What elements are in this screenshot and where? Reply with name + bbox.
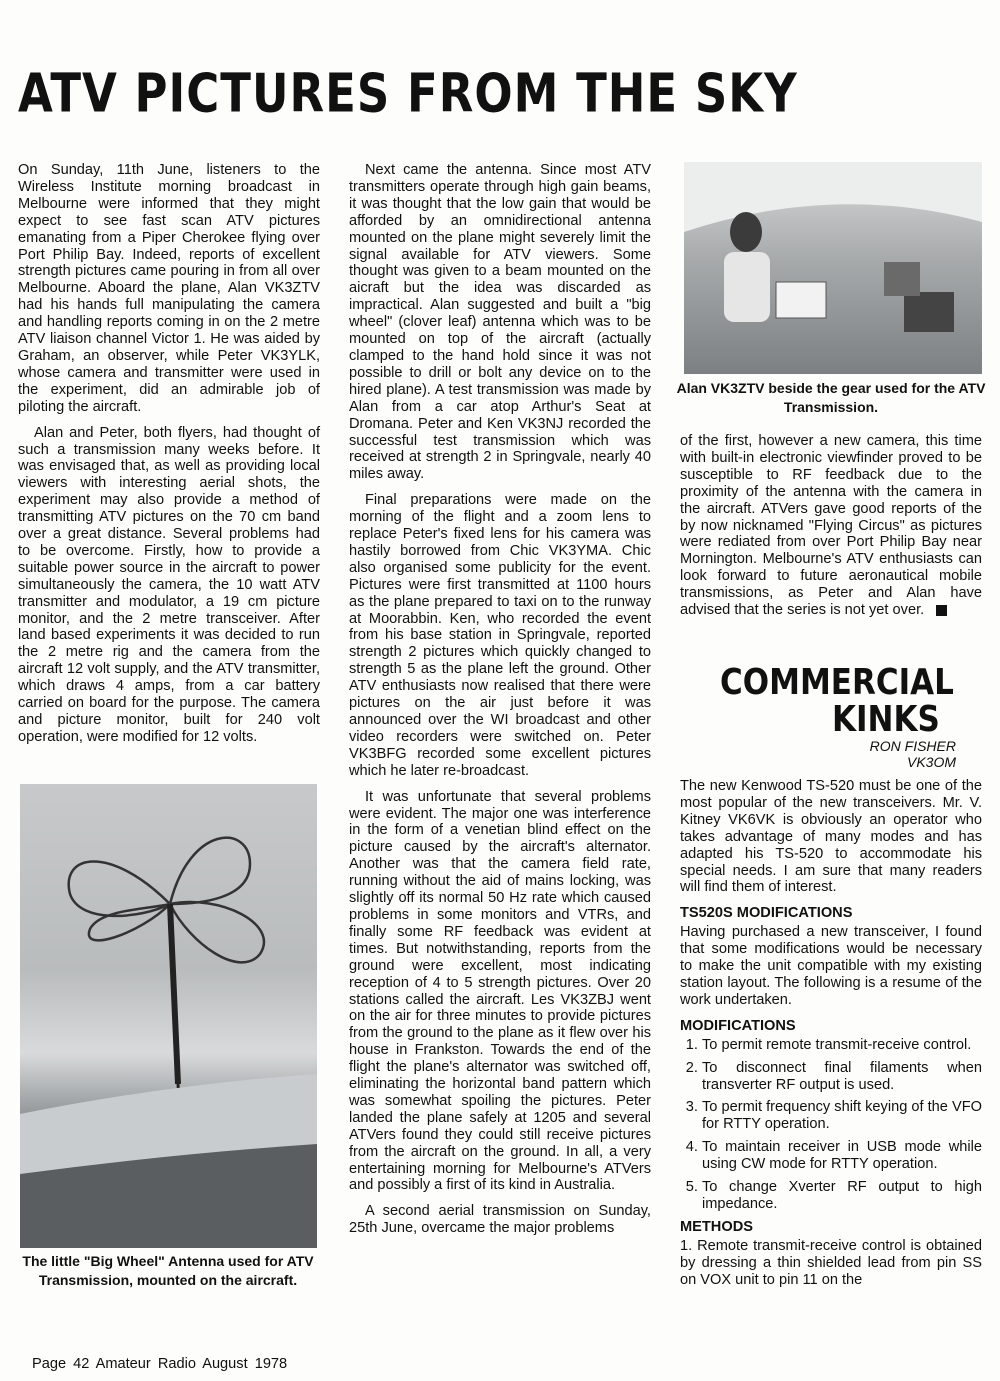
paragraph: It was unfortunate that several problems were evident. The major one was interference in the form of a venetian blind effect on the picture caused by the aircraft's alternator. Another was that the camera field rate, running without the aid of mains locking, was slightly off its normal 50 Hz rate which caused problems in some monitors and VTRs, and finally some RF feedback was evident at times. But notwithstanding, reports from the ground were excellent, most indicating reception of 4 to 5 strength pictures. Over 20 stations called the aircraft. Les VK3ZBJ went on the air for three minutes to provide pictures from the ground to the plane as it flew over his house in Frankston. Towards the end of the flight the plane's alternator was switched off, eliminating the horizontal band pattern which was somewhat spoiling the pictures. Peter landed the plane safely at 1205 and several ATVers found they could still receive pictures from the aircraft on the ground. In all, a very entertaining morning for Melbourne's ATVers and possibly a first of its kind in Australia. [349, 788, 651, 1194]
paragraph: A second aerial transmission on Sunday, 25th June, overcame the major problems [349, 1203, 651, 1237]
end-mark [936, 605, 947, 616]
article-column-1 [18, 162, 320, 755]
paragraph: The new Kenwood TS-520 must be one of the most popular of the new transceivers. Mr. V. Kitney VK6VK is obviously an operator who takes advantage of many modes and has adapted his TS-520 to accommodate his special needs. I am sure that many readers will find them of interest. [680, 778, 982, 896]
kinks-article [680, 778, 982, 1297]
section-heading: MODIFICATIONS [680, 1017, 796, 1034]
modifications-list [680, 1037, 982, 1213]
author-callsign: VK3OM [906, 754, 956, 770]
list-item: 4. To maintain receiver in USB mode while using CW mode for RTTY operation. [702, 1139, 982, 1173]
section-heading: METHODS [680, 1218, 753, 1235]
antenna-photo-caption: The little "Big Wheel" Antenna used for ATV Transmission, mounted on the aircraft. [22, 1253, 314, 1288]
list-item: 2. To disconnect final filaments when transverter RF output is used. [702, 1060, 982, 1094]
article-column-2 [349, 162, 651, 1246]
alan-photo-caption: Alan VK3ZTV beside the gear used for the ATV Transmission. [676, 380, 986, 415]
paragraph: On Sunday, 11th June, listeners to the Wireless Institute morning broadcast in Melbourne were informed that they might expect to see fast scan ATV pictures emanating from a Piper Cherokee flying over Port Philip Bay. Indeed, reports of excellent strength pictures came pouring in from all over Melbourne. Aboard the plane, Alan VK3ZTV had his hands full manipulating the camera and handling reports coming in on the 2 metre ATV liaison channel Victor 1. He was aided by Graham, an observer, while Peter VK3YLK, whose camera and transmitter were used in the experiment, did an admirable job of piloting the aircraft. [18, 162, 320, 415]
alan-with-gear-illustration [684, 162, 982, 374]
page-footer: Page 42 Amateur Radio August 1978 [32, 1356, 288, 1372]
paragraph: of the first, however a new camera, this time with built-in electronic viewfinder proved to be susceptible to RF feedback due to the proximity of the antenna with the camera in the aircraft. ATVers gave good reports of the by now nicknamed "Flying Circus" as pictures were rediated from over Port Philip Bay near Mornington. Melbourne's ATV enthusiasts can look forward to future aeronautical mobile transmissions, as Peter and Alan have advised that the series is not yet over. [680, 433, 982, 619]
paragraph: Alan and Peter, both flyers, had thought of such a transmission many weeks before. It was envisaged that, as well as providing local viewers with interesting aerial shots, the experiment may also provide a method of transmitting ATV pictures on the 70 cm band over a great distance. Several problems had to be overcome. Firstly, how to provide a suitable power source in the aircraft to power simultaneously the camera, the 10 watt ATV transmitter and modulator, a 19 cm picture monitor, and the 2 metre transceiver. After land based experiments it was decided to run the 2 metre rig and the camera from the aircraft 12 volt supply, and the ATV transmitter, which draws 4 amps, from a car battery carried on board for the purpose. The camera and picture monitor, built for 240 volt operation, were modified for 12 volts. [18, 424, 320, 745]
kinks-title-line2: KINKS [832, 699, 940, 741]
paragraph: Final preparations were made on the morning of the flight and a zoom lens to replace Peter's fixed lens for his camera was hastily borrowed from Chic VK3YMA. Chic also organised some publicity for the event. Pictures were first transmitted at 1100 hours as the plane prepared to taxi on to the runway at Moorabbin. Ken, who recorded the event from his base station in Springvale, reported strength 2 pictures which quickly changed to strength 5 as the plane left the ground. Other ATV enthusiasts now realised that there were pictures on the air just before it was announced over the WI broadcast and other video recorders were switched on. Peter VK3BFG recorded some excellent pictures which he later re-broadcast. [349, 492, 651, 779]
paragraph: 1. Remote transmit-receive control is obtained by dressing a thin shielded lead from pin SS on VOX unit to pin 11 on the [680, 1237, 982, 1288]
list-item: 1. To permit remote transmit-receive control. [702, 1037, 982, 1054]
author-name: RON FISHER [869, 738, 956, 754]
paragraph: Having purchased a new transceiver, I found that some modifications would be necessary to make the unit compatible with my existing station layout. The following is a resume of the work undertaken. [680, 924, 982, 1008]
headline: ATV PICTURES FROM THE SKY [18, 62, 798, 125]
kinks-title-line1: COMMERCIAL [720, 662, 954, 704]
article-column-3 [680, 433, 982, 628]
antenna-photo [20, 784, 317, 1248]
alan-photo [684, 162, 982, 374]
big-wheel-antenna-illustration [20, 784, 317, 1248]
list-item: 5. To change Xverter RF output to high impedance. [702, 1179, 982, 1213]
paragraph: Next came the antenna. Since most ATV transmitters operate through high gain beams, it was thought that the low gain that would be afforded by an omnidirectional antenna mounted on the plane might severely limit the signal available for ATV viewers. Some thought was given to a beam mounted on the aicraft but the idea was discarded as impractical. Alan suggested and built a "big wheel" (clover leaf) antenna which was to be mounted on top of the aircraft (actually clamped to the hand hold since it was not possible to drill or bolt any device on to the hired plane). A test transmission was made by Alan from a car atop Arthur's Seat at Dromana. Peter and Ken VK3NJ recorded the successful test transmission which was received at strength 2 in Springvale, nearly 40 miles away. [349, 162, 651, 483]
section-heading: TS520S MODIFICATIONS [680, 905, 853, 922]
list-item: 3. To permit frequency shift keying of the VFO for RTTY operation. [702, 1099, 982, 1133]
